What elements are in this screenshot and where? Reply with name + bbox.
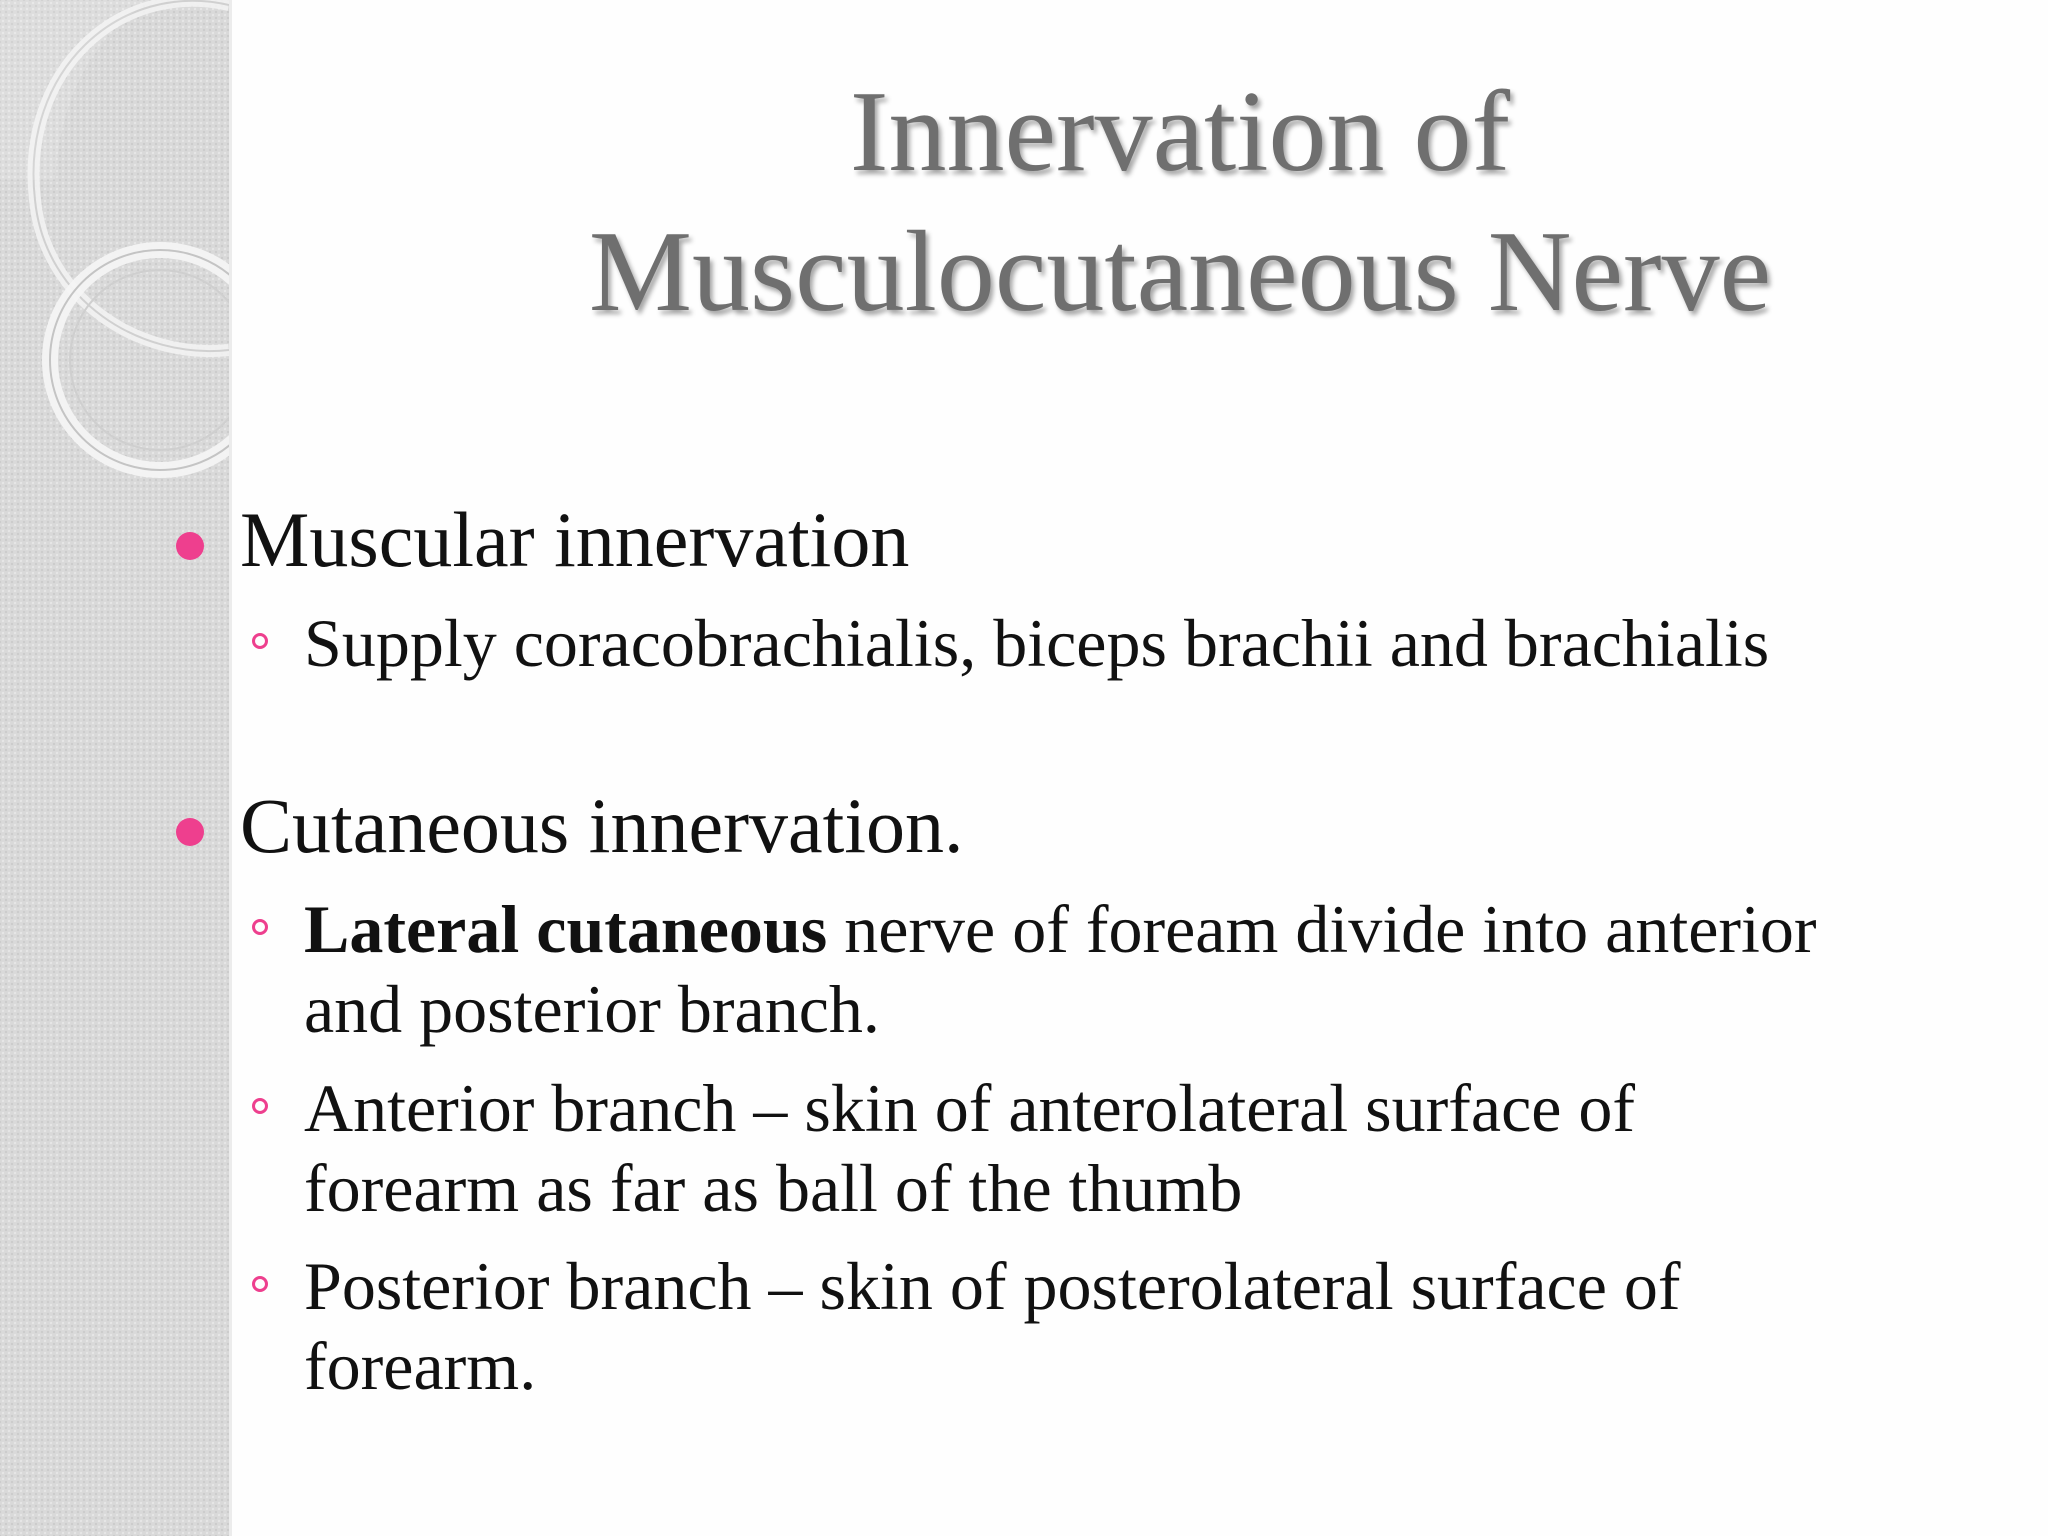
sub-bullet-lateral-cutaneous xyxy=(304,889,1864,1049)
pink-bullet-icon xyxy=(176,532,204,560)
sub-bullet-posterior-branch xyxy=(304,1246,1864,1406)
slide-title-line-1: Innervation of xyxy=(849,68,1511,196)
sub-bullet-supply xyxy=(304,603,1864,683)
sub-bullet-bold-text: Lateral cutaneous xyxy=(304,891,828,967)
ring-bullet-icon xyxy=(252,919,268,935)
sub-bullet-text: nerve of foream divide into anterior and posterior branch. xyxy=(304,891,1817,1047)
bullet-text: Cutaneous innervation. xyxy=(240,782,964,869)
sub-bullet-anterior-branch xyxy=(304,1068,1864,1228)
sub-bullet-text: Anterior branch – skin of anterolateral surface of forearm as far as ball of the thumb xyxy=(304,1070,1636,1226)
ring-bullet-icon xyxy=(252,1098,268,1114)
ring-bullet-icon xyxy=(252,1276,268,1292)
slide-title-line-2: Musculocutaneous Nerve xyxy=(588,208,1772,336)
sub-bullet-text: Posterior branch – skin of posterolateral surface of forearm. xyxy=(304,1248,1681,1404)
sub-bullet-text: Supply coracobrachialis, biceps brachii and brachialis xyxy=(304,605,1770,681)
bullet-cutaneous-innervation xyxy=(240,784,964,868)
bullet-text: Muscular innervation xyxy=(240,496,910,583)
pink-bullet-icon xyxy=(176,818,204,846)
bullet-muscular-innervation xyxy=(240,498,909,582)
ring-bullet-icon xyxy=(252,633,268,649)
